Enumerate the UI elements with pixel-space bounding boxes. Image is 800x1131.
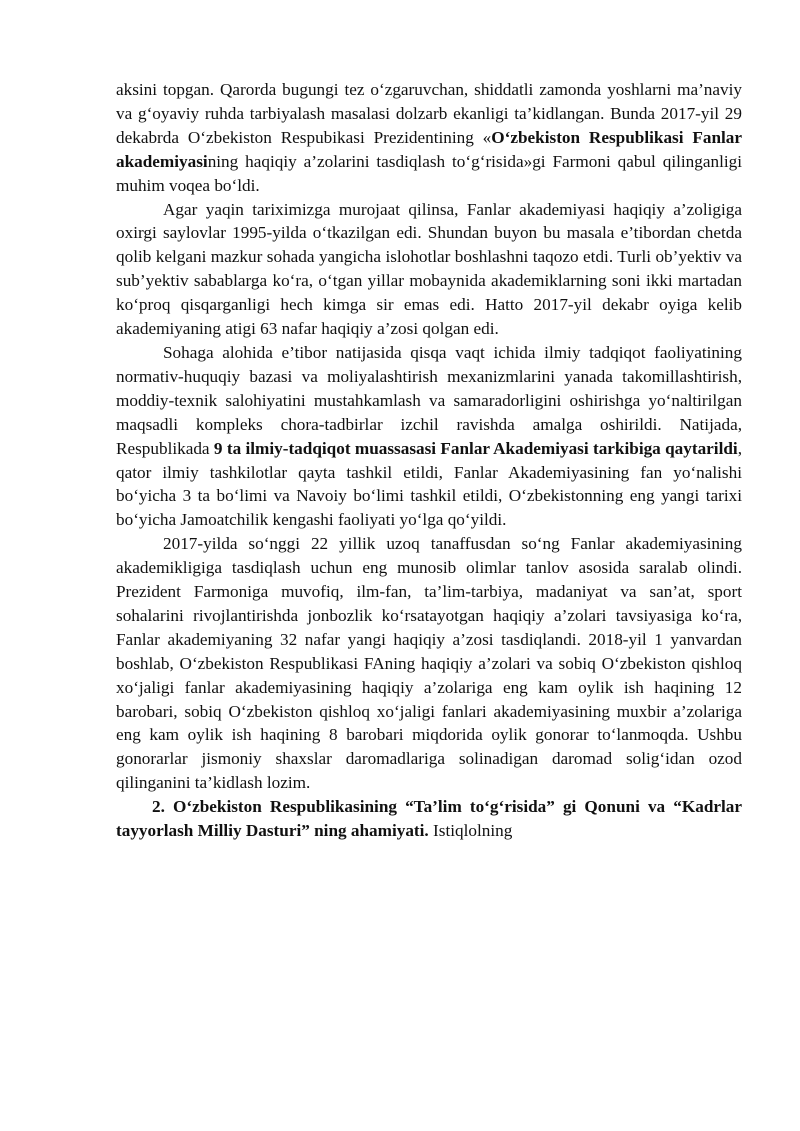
paragraph-4 xyxy=(116,532,742,795)
bold-text-run: 9 ta ilmiy-tadqiqot muassasasi Fanlar Akademiyasi tarkibiga qaytarildi xyxy=(213,438,738,458)
section-heading: 2. O‘zbekiston Respublikasining “Ta’lim to‘g‘risida” gi Qonuni va “Kadrlar tayyorlash Milliy Dasturi” ning ahamiyati. xyxy=(116,797,742,841)
bold-text-run: O‘zbekiston Respublikasi Fanlar akademiyasi xyxy=(116,127,742,171)
paragraph-1 xyxy=(116,78,742,198)
text-run: Agar yaqin tariximizga murojaat qilinsa, Fanlar akademiyasi haqiqiy a’zoligiga oxirgi saylovlar 1995-yilda o‘tkazilgan edi. Shundan buyon bu masala e’tibordan chetda qolib kelgani mazkur sohada yangicha islohotlar boshlashni taqozo etdi. Turli ob’yektiv va sub’yektiv sabablarga ko‘ra, o‘tgan yillar mobaynida akademiklarning soni ikki martadan ko‘proq qisqarganligi hech kimga sir emas edi. Hatto 2017-yil dekabr oyiga kelib akademiyaning atigi 63 nafar haqiqiy a’zosi qolgan edi. xyxy=(116,199,742,339)
paragraph-2 xyxy=(116,198,742,341)
section-heading-paragraph xyxy=(116,795,742,843)
text-run: Istiqlolning xyxy=(428,821,513,841)
text-run: aksini topgan. Qarorda bugungi tez o‘zgaruvchan, shiddatli zamonda yoshlarni ma’naviy va g‘oyaviy ruhda tarbiyalash masalasi dolzarb ekanligi ta’kidlangan. Bunda 2017-yil 29 dekabrda O‘zbekiston Respubikasi Prezidentining « xyxy=(116,80,742,147)
text-run: ning haqiqiy a’zolarini tasdiqlash to‘g‘risida»gi Farmoni qabul qilinganligi muhim voqea bo‘ldi. xyxy=(116,151,742,195)
document-page xyxy=(116,78,742,843)
text-run: 2017-yilda so‘nggi 22 yillik uzoq tanaffusdan so‘ng Fanlar akademiyasining akademikligiga tasdiqlash uchun eng munosib olimlar tanlov asosida saralab olindi. Prezident Farmoniga muvofiq, ilm-fan, ta’lim-tarbiya, madaniyat va san’at, sport sohalarini rivojlantirishda jonbozlik ko‘rsatayotgan haqiqiy a’zolari tavsiyasiga ko‘ra, Fanlar akademiyaning 32 nafar yangi haqiqiy a’zosi tasdiqlandi. 2018-yil 1 yanvardan boshlab, O‘zbekiston Respublikasi FAning haqiqiy a’zolari va sobiq O‘zbekiston qishloq xo‘jaligi fanlar akademiyasining haqiqiy a’zolariga eng kam oylik ish haqining 12 barobari, sobiq O‘zbekiston qishloq xo‘jaligi fanlari akademiyasining muxbir a’zolariga eng kam oylik ish haqining 8 barobari miqdorida oylik gonorar to‘lanmoqda. Ushbu gonorarlar jismoniy shaxslar daromadlariga solinadigan daromad solig‘idan ozod qilinganini ta’kidlash lozim. xyxy=(116,534,742,793)
text-run: Sohaga alohida e’tibor natijasida qisqa vaqt ichida ilmiy tadqiqot faoliyatining normativ-huquqiy bazasi va moliyalashtirish mexanizmlarini yanada takomillashtirish, moddiy-texnik salohiyatini mustahkamlash va samaradorligini oshirishga yo‘naltirilgan maqsadli kompleks chora-tadbirlar izchil ravishda amalga oshirildi. Natijada, Respublikada xyxy=(116,342,742,458)
paragraph-3 xyxy=(116,341,742,532)
text-run: , qator ilmiy tashkilotlar qayta tashkil etildi, Fanlar Akademiyasining fan yo‘nalishi bo‘yicha 3 ta bo‘limi va Navoiy bo‘limi tashkil etildi, O‘zbekistonning eng yangi tarixi bo‘yicha Jamoatchilik kengashi faoliyati yo‘lga qo‘yildi. xyxy=(116,438,742,530)
